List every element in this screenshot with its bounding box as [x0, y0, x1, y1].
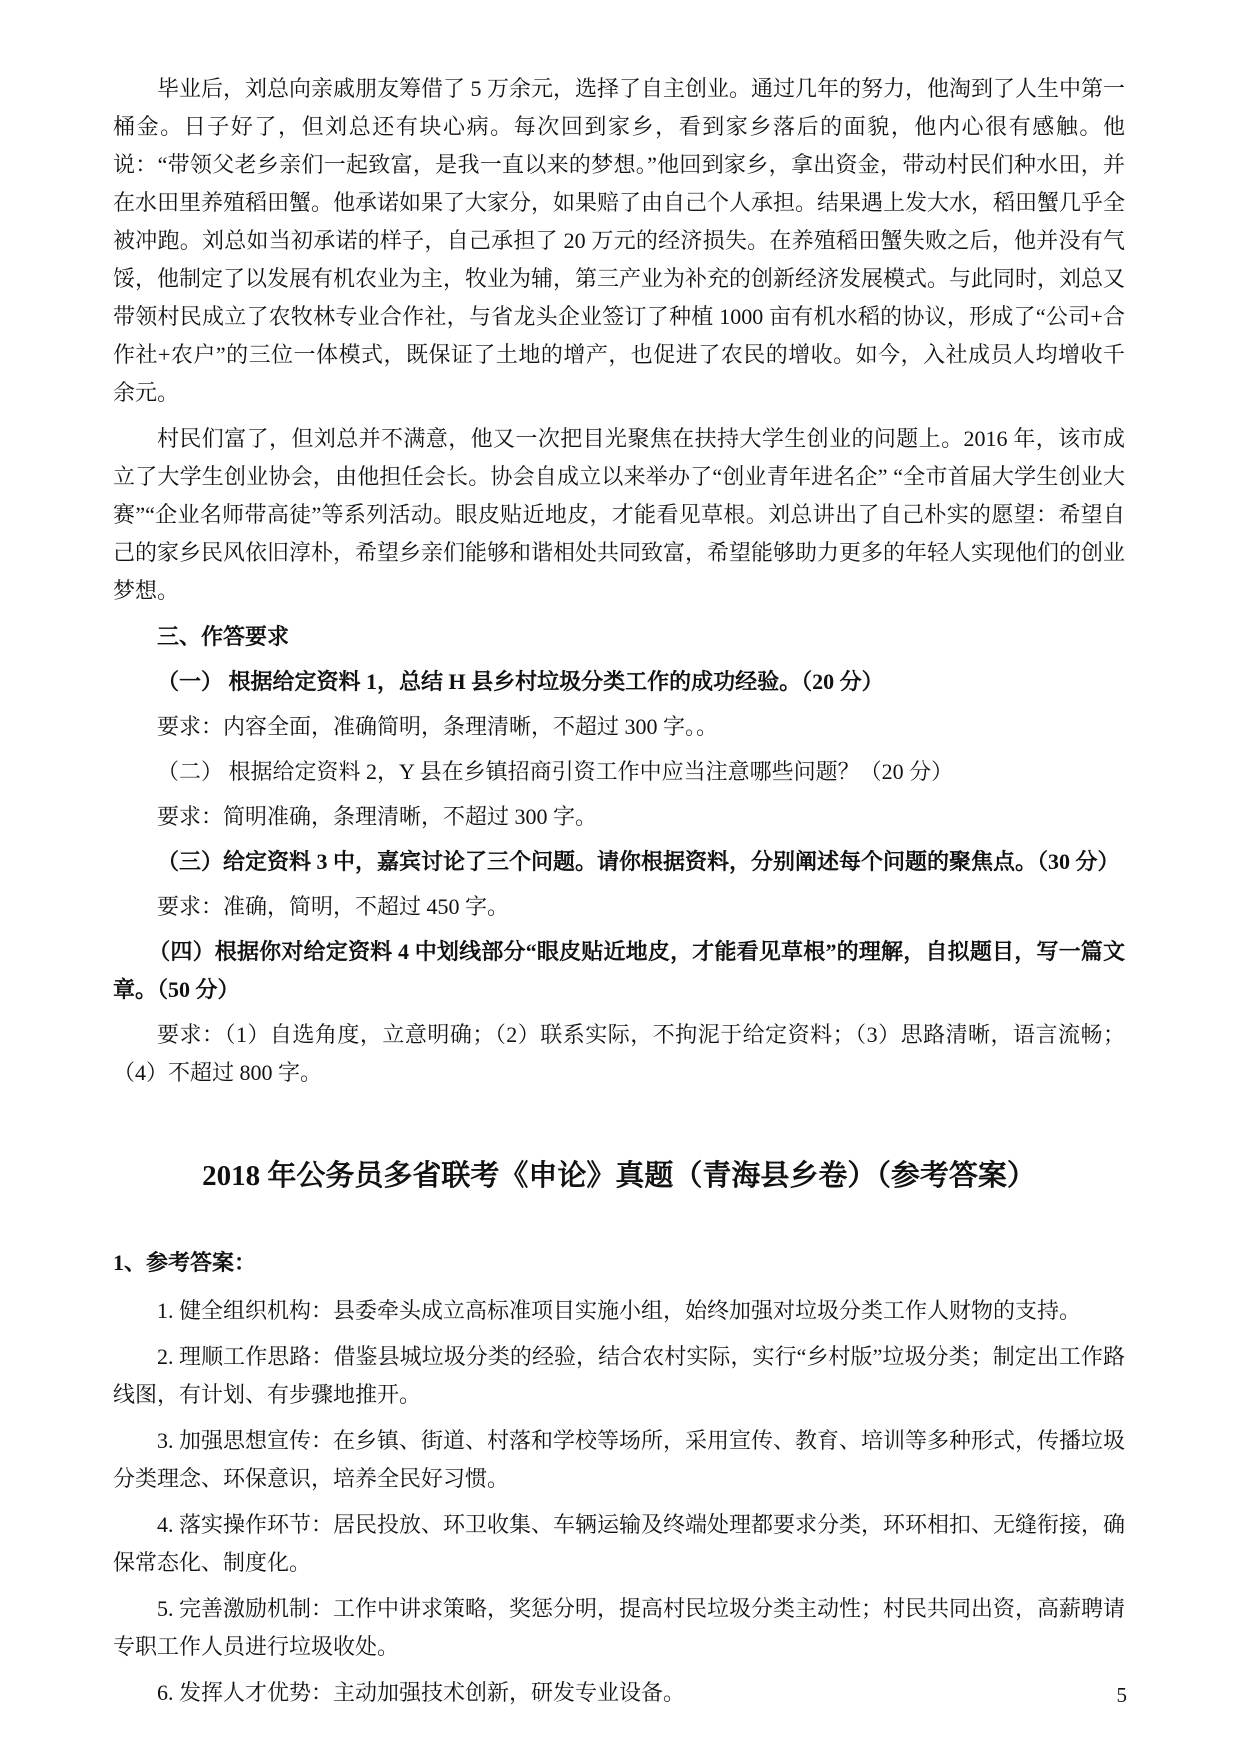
- answer-item-2: 2. 理顺工作思路：借鉴县城垃圾分类的经验，结合农村实际，实行“乡村版”垃圾分类；制定出工作路线图，有计划、有步骤地推开。: [113, 1344, 1125, 1407]
- page-number: 5: [1116, 1683, 1127, 1707]
- answer-item-3: 3. 加强思想宣传：在乡镇、街道、村落和学校等场所，采用宣传、教育、培训等多种形式，传播垃圾分类理念、环保意识，培养全民好习惯。: [113, 1428, 1126, 1491]
- answer-item-1: 1. 健全组织机构：县委牵头成立高标准项目实施小组，始终加强对垃圾分类工作人财物的支持。: [157, 1298, 1082, 1323]
- body-paragraph-2: 村民们富了，但刘总并不满意，他又一次把目光聚焦在扶持大学生创业的问题上。2016 年，该市成立了大学生创业协会，由他担任会长。协会自成立以来举办了“创业青年进名企” “全市首届大学生创业大赛”“企业名师带高徒”等系列活动。眼皮贴近地皮，才能看见草根。刘总讲出了自己朴实的愿望：希望自己的家乡民风依旧淳朴，希望乡亲们能够和谐相处共同致富，希望能够助力更多的年轻人实现他们的创业梦想。: [113, 426, 1126, 603]
- question-2-title: （二） 根据给定资料 2，Y 县在乡镇招商引资工作中应当注意哪些问题？（20 分）: [157, 759, 954, 784]
- question-2-requirement: 要求：简明准确，条理清晰，不超过 300 字。: [157, 804, 598, 829]
- answer-item-4: 4. 落实操作环节：居民投放、环卫收集、车辆运输及终端处理都要求分类，环环相扣、无缝衔接，确保常态化、制度化。: [113, 1512, 1126, 1575]
- question-3-title: （三）给定资料 3 中，嘉宾讨论了三个问题。请你根据资料，分别阐述每个问题的聚焦点。（30 分）: [157, 849, 1120, 874]
- answer-item-5: 5. 完善激励机制：工作中讲求策略，奖惩分明，提高村民垃圾分类主动性；村民共同出资，高薪聘请专职工作人员进行垃圾收处。: [113, 1596, 1126, 1659]
- question-4-title: （四）根据你对给定资料 4 中划线部分“眼皮贴近地皮，才能看见草根”的理解，自拟题目，写一篇文章。（50 分）: [113, 939, 1125, 1002]
- question-3-requirement: 要求：准确，简明，不超过 450 字。: [157, 894, 510, 919]
- body-paragraph-1: 毕业后，刘总向亲戚朋友筹借了 5 万余元，选择了自主创业。通过几年的努力，他淘到了人生中第一桶金。日子好了，但刘总还有块心病。每次回到家乡，看到家乡落后的面貌，他内心很有感触。他说：“带领父老乡亲们一起致富，是我一直以来的梦想。”他回到家乡，拿出资金，带动村民们种水田，并在水田里养殖稻田蟹。他承诺如果了大家分，如果赔了由自己个人承担。结果遇上发大水，稻田蟹几乎全被冲跑。刘总如当初承诺的样子，自己承担了 20 万元的经济损失。在养殖稻田蟹失败之后，他并没有气馁，他制定了以发展有机农业为主，牧业为辅，第三产业为补充的创新经济发展模式。与此同时，刘总又带领村民成立了农牧林专业合作社，与省龙头企业签订了种植 1000 亩有机水稻的协议，形成了“公司+合作社+农户”的三位一体模式，既保证了土地的增产，也促进了农民的增收。如今，入社成员人均增收千余元。: [113, 76, 1126, 405]
- answer-key-heading: 1、参考答案：: [113, 1250, 257, 1275]
- answer-item-6: 6. 发挥人才优势：主动加强技术创新，研发专业设备。: [157, 1680, 686, 1705]
- question-1-requirement: 要求：内容全面，准确简明，条理清晰，不超过 300 字。。: [157, 714, 719, 739]
- question-1-title: （一） 根据给定资料 1，总结 H 县乡村垃圾分类工作的成功经验。（20 分）: [157, 669, 884, 694]
- answer-key-title: 2018 年公务员多省联考《申论》真题（青海县乡卷）（参考答案）: [202, 1160, 1036, 1192]
- question-4-requirement: 要求：（1）自选角度，立意明确；（2）联系实际，不拘泥于给定资料；（3）思路清晰，语言流畅；（4）不超过 800 字。: [113, 1022, 1125, 1085]
- section-heading-answer-requirements: 三、作答要求: [157, 624, 290, 649]
